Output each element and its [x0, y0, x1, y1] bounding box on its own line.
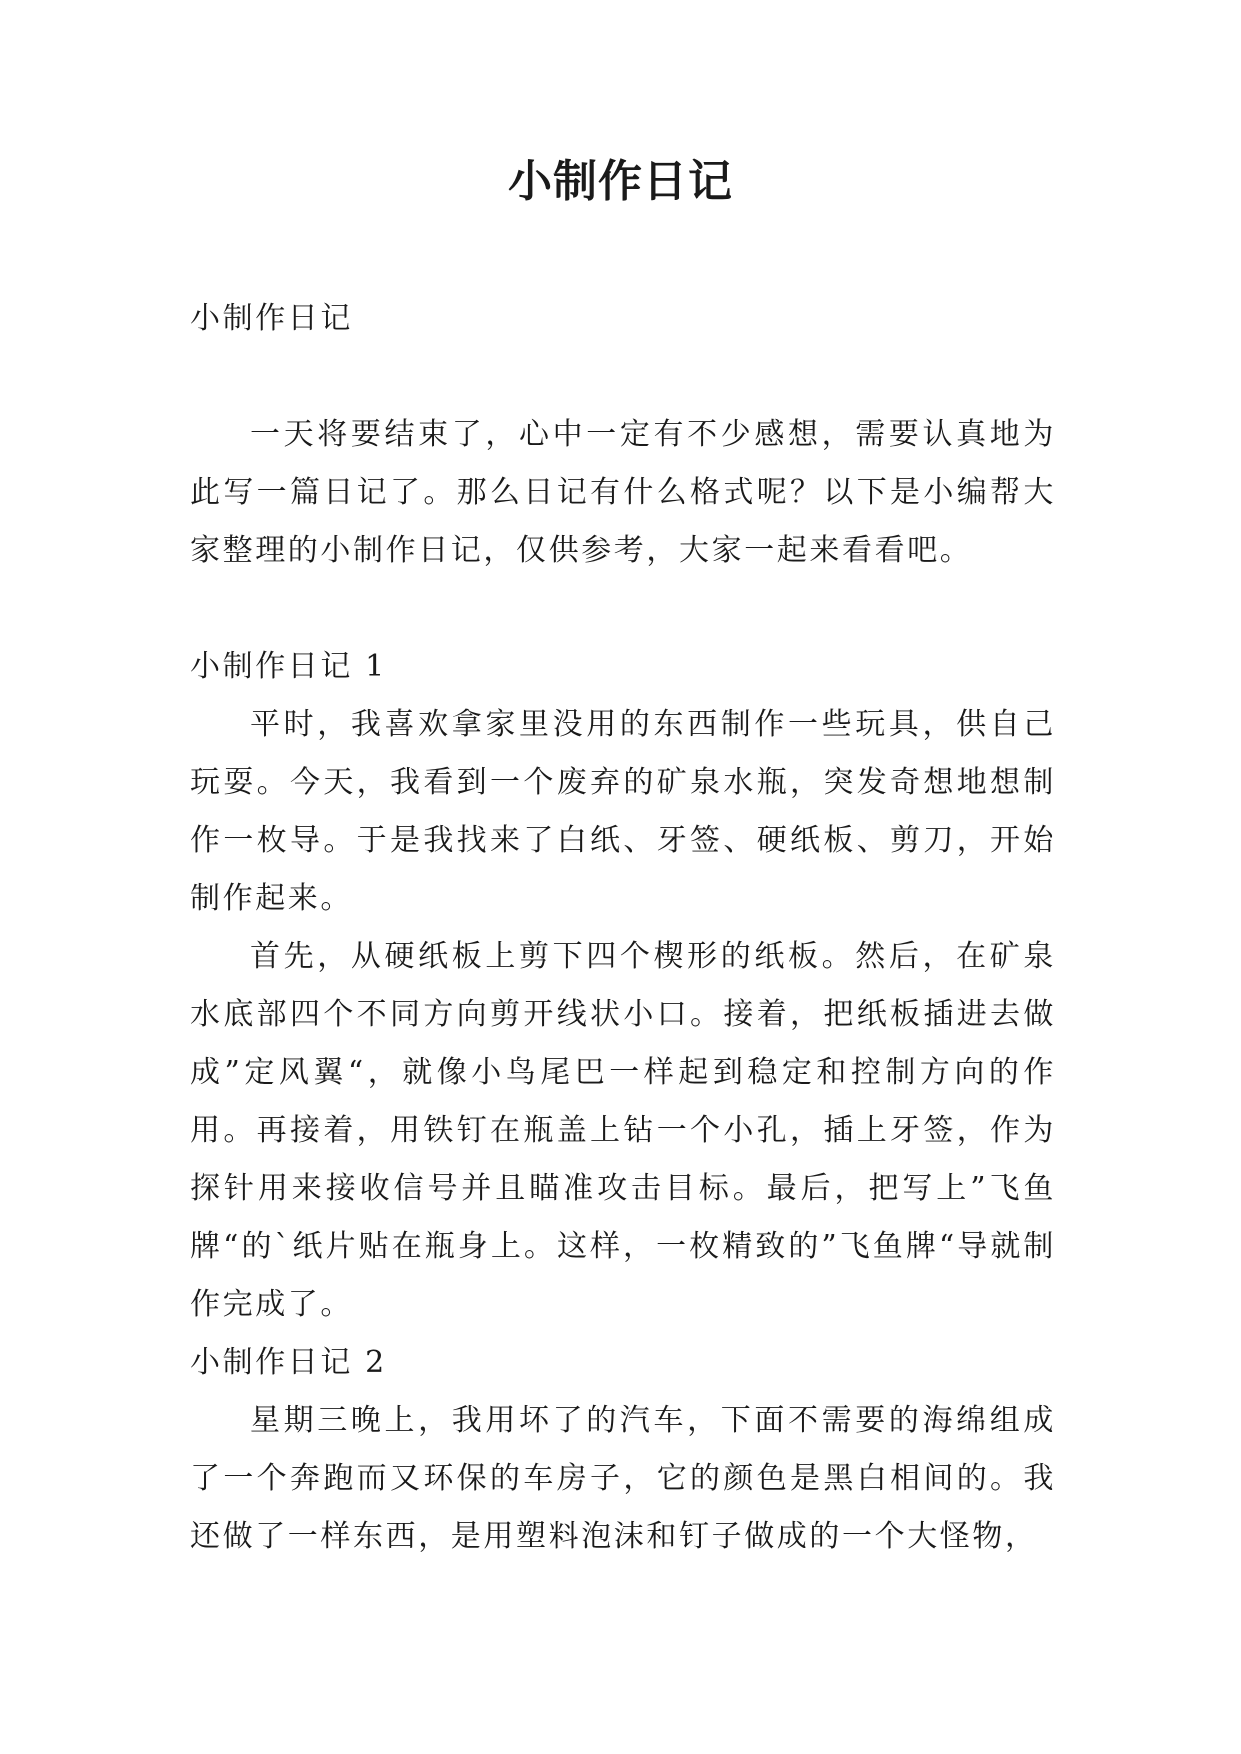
section-1-paragraph-1: 平时，我喜欢拿家里没用的东西制作一些玩具，供自己玩耍。今天，我看到一个废弃的矿泉水瓶，突发奇想地想制作一枚导。于是我找来了白纸、牙签、硬纸板、剪刀，开始制作起来。: [190, 707, 1056, 916]
section-1-paragraph-2: 首先，从硬纸板上剪下四个楔形的纸板。然后，在矿泉水底部四个不同方向剪开线状小口。接着，把纸板插进去做成”定风翼“，就像小鸟尾巴一样起到稳定和控制方向的作用。再接着，用铁钉在瓶盖上钻一个小孔，插上牙签，作为探针用来接收信号并且瞄准攻击目标。最后，把写上”飞鱼牌“的`纸片贴在瓶身上。这样，一枚精致的”飞鱼牌“导就制作完成了。: [190, 939, 1056, 1322]
spacer: [190, 348, 1056, 406]
spacer: [190, 580, 1056, 638]
section-2-paragraph-1: 星期三晚上，我用坏了的汽车，下面不需要的海绵组成了一个奔跑而又环保的车房子，它的颜色是黑白相间的。我还做了一样东西，是用塑料泡沫和钉子做成的一个大怪物，: [190, 1403, 1056, 1554]
document-body: [190, 290, 1056, 1566]
section-heading-2: 小制作日记 2: [190, 1345, 387, 1380]
document-title: 小制作日记: [508, 156, 733, 207]
section-heading-1: 小制作日记 1: [190, 649, 387, 684]
document-subtitle: 小制作日记: [190, 301, 353, 336]
intro-paragraph: 一天将要结束了，心中一定有不少感想，需要认真地为此写一篇日记了。那么日记有什么格式呢？以下是小编帮大家整理的小制作日记，仅供参考，大家一起来看看吧。: [190, 417, 1056, 568]
